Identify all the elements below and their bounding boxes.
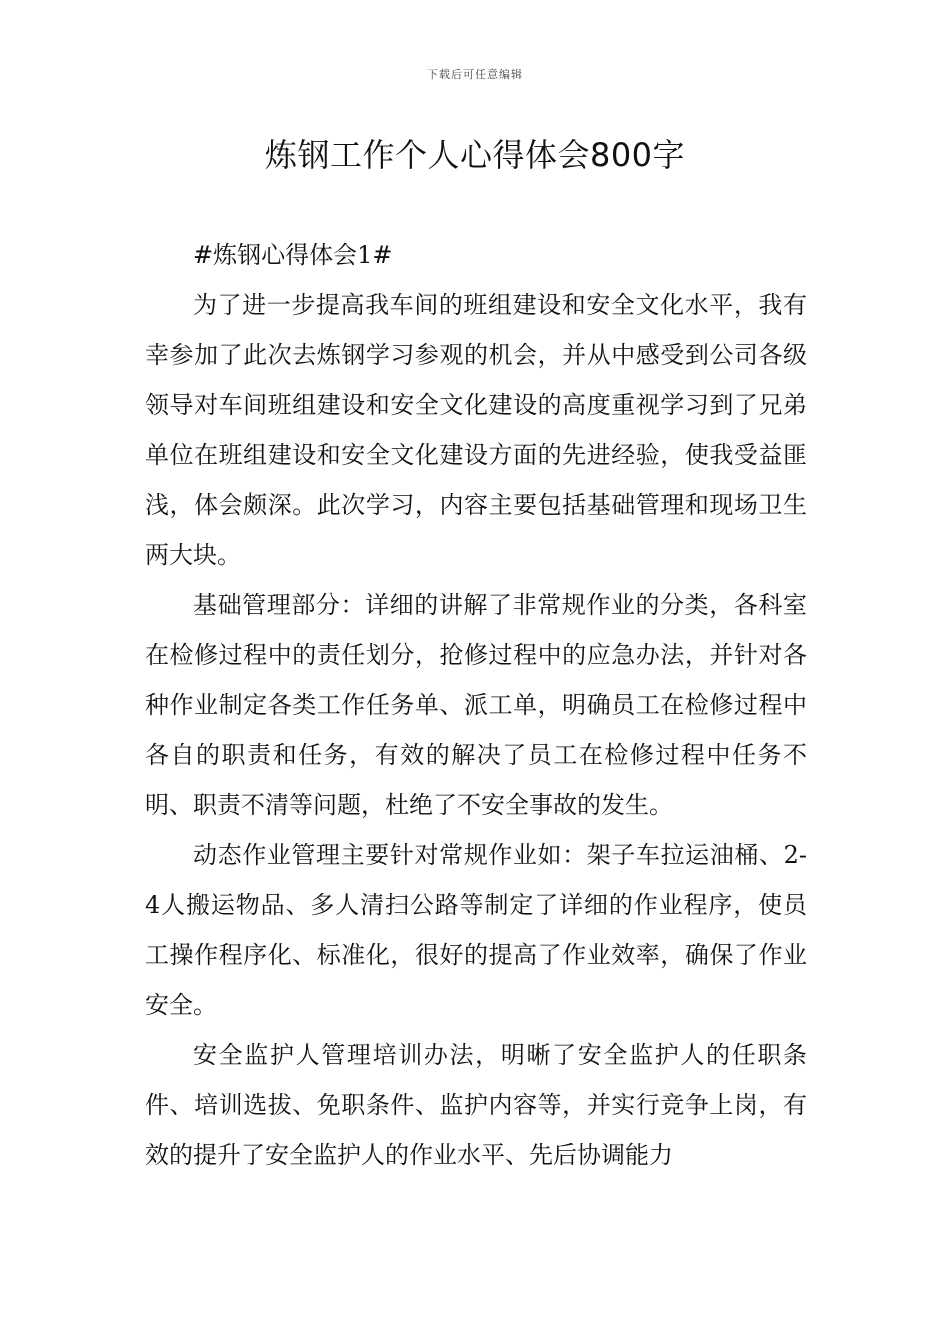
header-note: 下载后可任意编辑 (427, 68, 523, 81)
paragraph-2: 基础管理部分：详细的讲解了非常规作业的分类，各科室在检修过程中的责任划分，抢修过程中的应急办法，并针对各种作业制定各类工作任务单、派工单，明确员工在检修过程中各自的职责和任务，有效的解决了员工在检修过程中任务不明、职责不清等问题，杜绝了不安全事故的发生。 (145, 591, 807, 819)
document-body (145, 230, 807, 1180)
section-heading: #炼钢心得体会1# (193, 241, 393, 269)
document-title: 炼钢工作个人心得体会800字 (264, 136, 686, 174)
paragraph-3: 动态作业管理主要针对常规作业如：架子车拉运油桶、2-4人搬运物品、多人清扫公路等制定了详细的作业程序，使员工操作程序化、标准化，很好的提高了作业效率，确保了作业安全。 (145, 841, 807, 1019)
paragraph-1: 为了进一步提高我车间的班组建设和安全文化水平，我有幸参加了此次去炼钢学习参观的机会，并从中感受到公司各级领导对车间班组建设和安全文化建设的高度重视学习到了兄弟单位在班组建设和安全文化建设方面的先进经验，使我受益匪浅，体会颇深。此次学习，内容主要包括基础管理和现场卫生两大块。 (145, 291, 807, 569)
paragraph-4: 安全监护人管理培训办法，明晰了安全监护人的任职条件、培训选拔、免职条件、监护内容等，并实行竞争上岗，有效的提升了安全监护人的作业水平、先后协调能力 (145, 1041, 807, 1169)
